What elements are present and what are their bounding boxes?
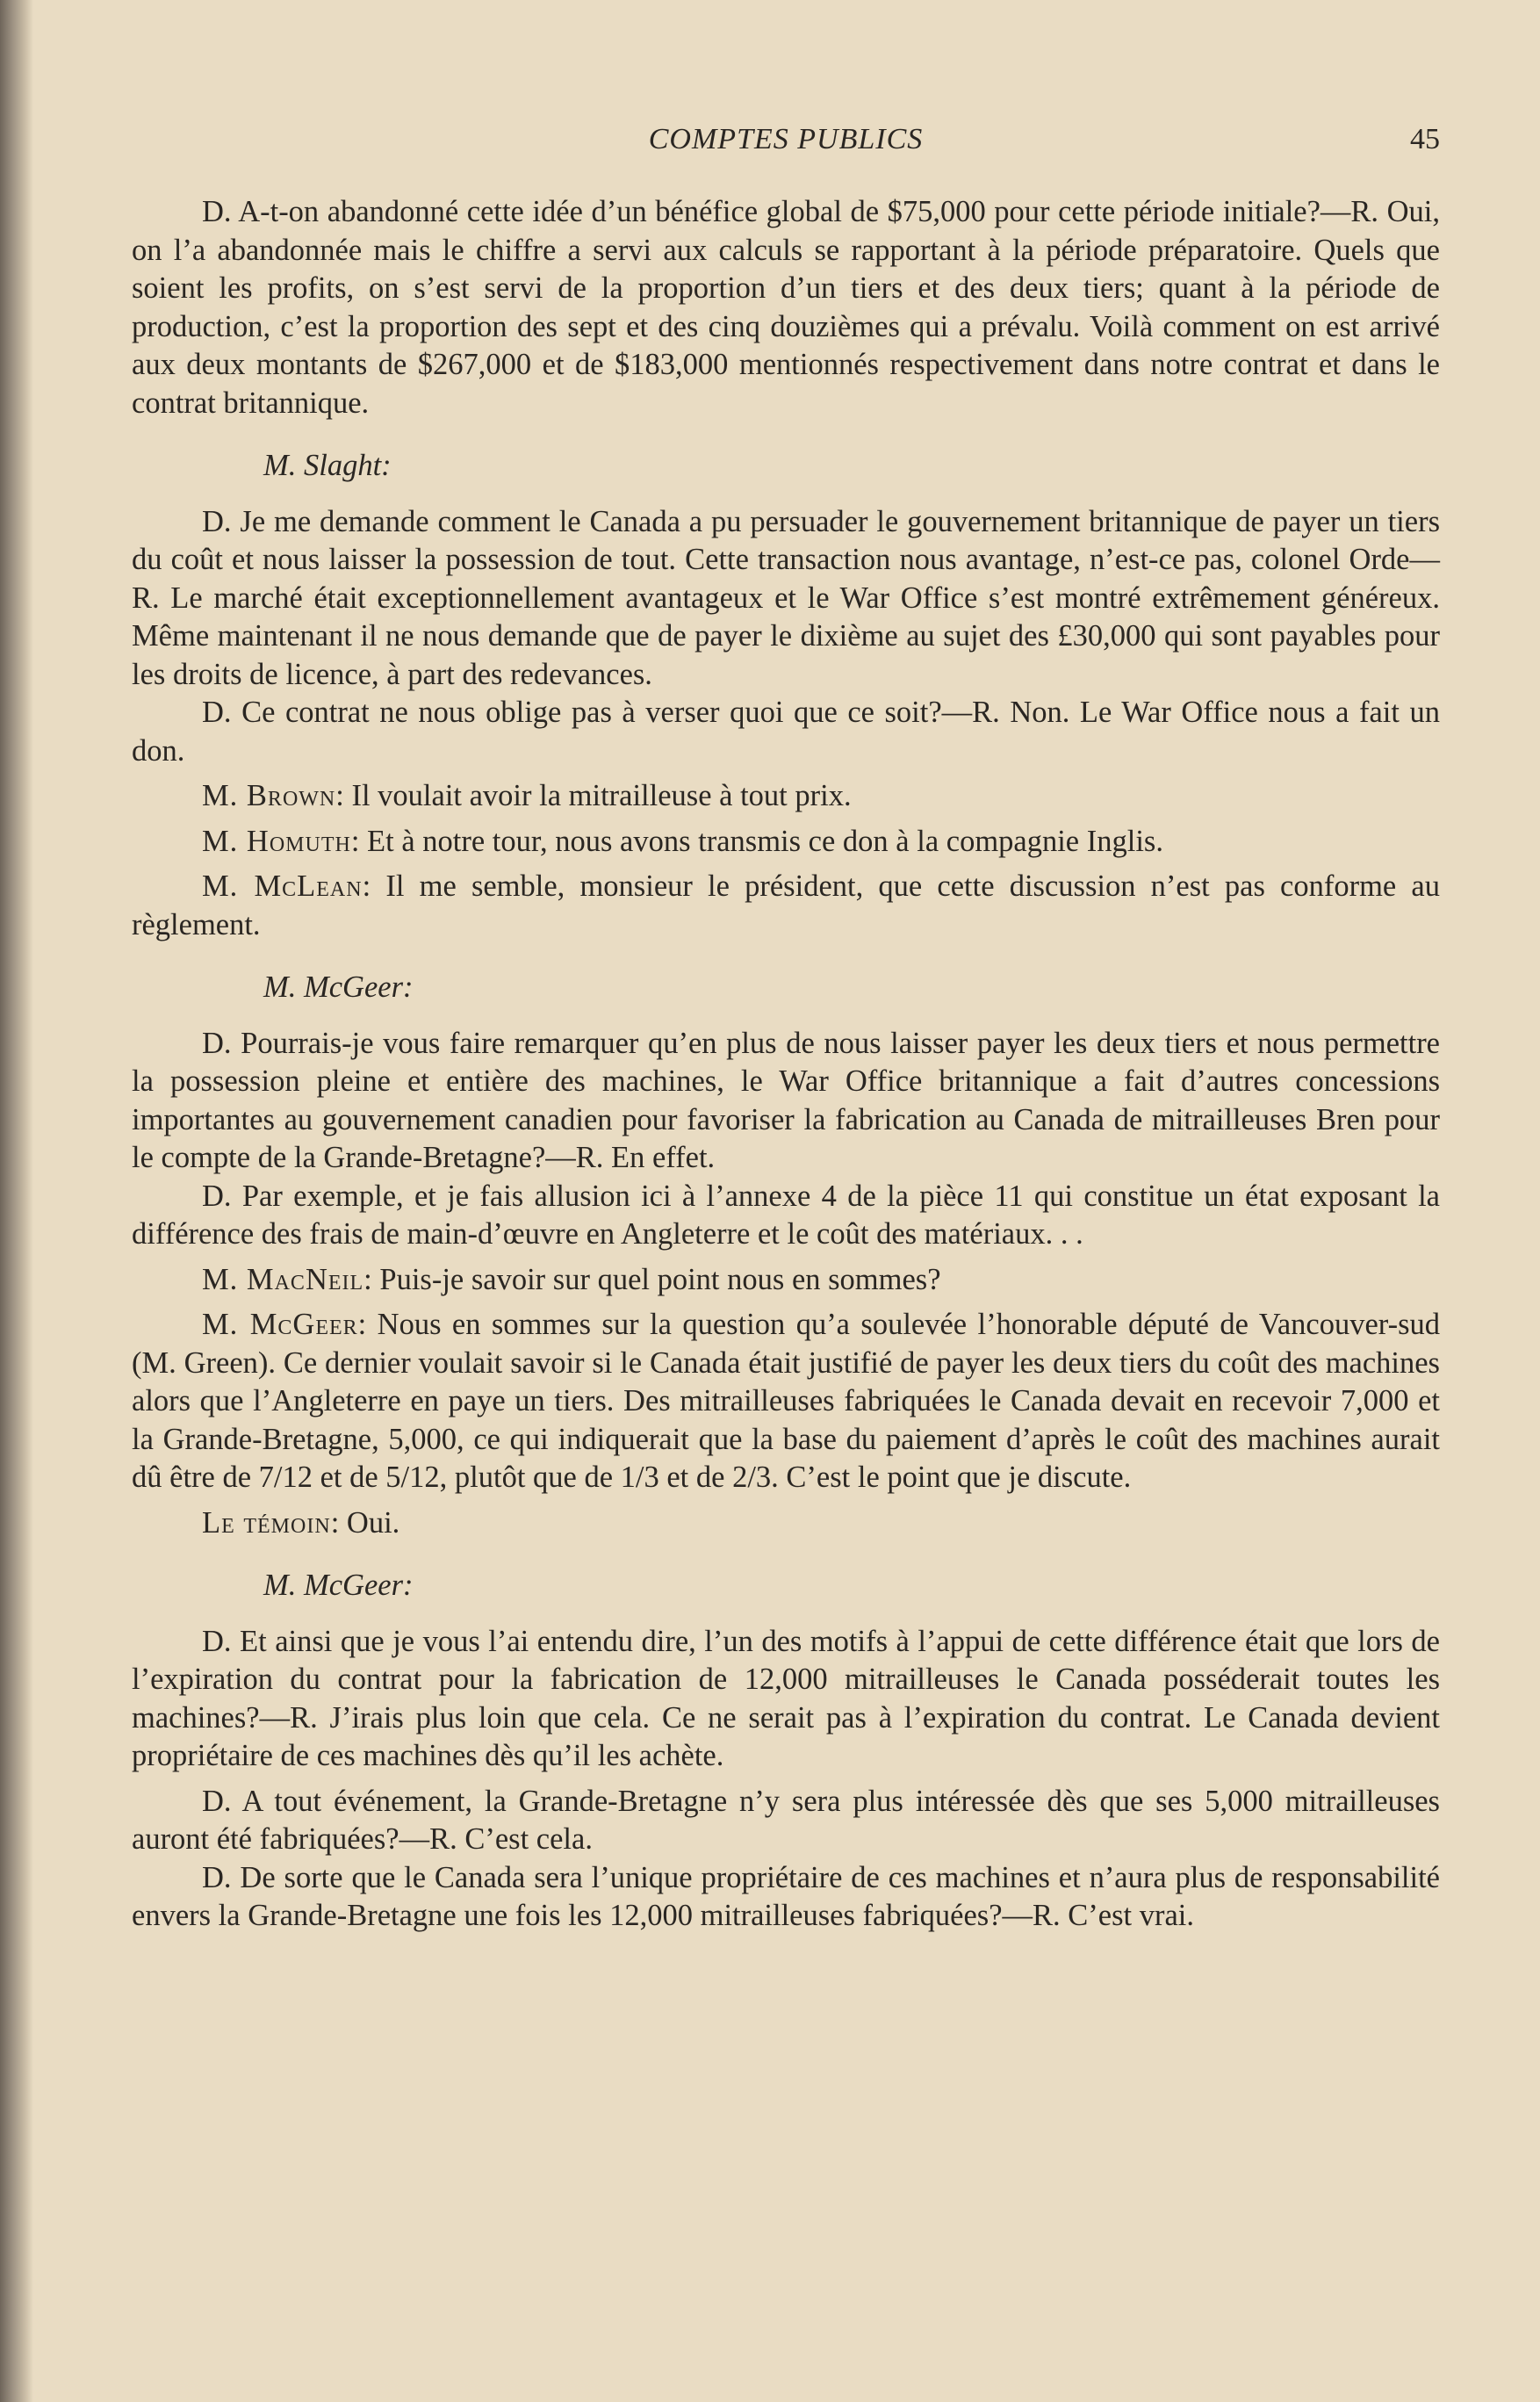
speaker-text: : Oui.	[330, 1505, 400, 1540]
speaker-text: : Il voulait avoir la mitrailleuse à tout prix.	[335, 779, 852, 812]
speaker-text: : Et à notre tour, nous avons transmis ce don à la compagnie Inglis.	[350, 824, 1163, 858]
speaker-paragraph	[132, 1306, 1440, 1497]
speaker-text: : Nous en sommes sur la question qu’a soulevée l’honorable député de Vancouver-sud (M. Green). Ce dernier voulait savoir si le Canada était justifié de payer les deux tiers du coût des machines alors que l’Angleterre en paye un tiers. Des mitrailleuses fabriquées le Canada devait en recevoir 7,000 et la Grande-Bretagne, 5,000, ce qui indiquerait que la base du paiement d’après le coût des machines aurait dû être de 7/12 et de 5/12, plutôt que de 1/3 et de 2/3. C’est le point que je discute.	[132, 1308, 1440, 1494]
speaker-name: M. McLean	[202, 869, 363, 903]
speaker-paragraph	[132, 868, 1440, 944]
speaker-paragraph	[132, 823, 1440, 862]
speaker-name: Le témoin	[202, 1505, 331, 1540]
running-header	[132, 123, 1440, 176]
speaker-name: M. MacNeil	[202, 1262, 364, 1296]
speaker-heading: M. McGeer:	[263, 970, 414, 1004]
speaker-name: M. Homuth	[202, 824, 351, 858]
speaker-name: M. McGeer	[202, 1308, 358, 1341]
header-title: COMPTES PUBLICS	[648, 123, 924, 155]
paragraph: D. Par exemple, et je fais allusion ici à l’annexe 4 de la pièce 11 qui constitue un état exposant la différence des frais de main-d’œuvre en Angleterre et le coût des matériaux. . .	[132, 1179, 1440, 1251]
page-number: 45	[1410, 123, 1440, 155]
speaker-paragraph	[132, 777, 1440, 816]
speaker-paragraph	[132, 1504, 1440, 1543]
document-body	[132, 193, 1440, 1936]
paragraph: D. Pourrais-je vous faire remarquer qu’en plus de nous laisser payer les deux tiers et nous permettre la possession pleine et entière des machines, le War Office britannique a fait d’autres concessions importantes au gouvernement canadien pour favoriser la fabrication au Canada de mitrailleuses Bren pour le compte de la Grande-Bretagne?—R. En effet.	[132, 1026, 1440, 1174]
paragraph: D. De sorte que le Canada sera l’unique propriétaire de ces machines et n’aura plus de responsabilité envers la Grande-Bretagne une fois les 12,000 mitrailleuses fabriquées?—R. C’est vrai.	[132, 1860, 1440, 1932]
speaker-name: M. Brown	[202, 779, 336, 812]
speaker-text: : Il me semble, monsieur le président, que cette discussion n’est pas conforme au règlement.	[132, 869, 1440, 941]
paragraph: D. A-t-on abandonné cette idée d’un bénéfice global de $75,000 pour cette période initiale?—R. Oui, on l’a abandonnée mais le chiffre a servi aux calculs se rapportant à la période préparatoire. Quels que soient les profits, on s’est servi de la proportion d’un tiers et des deux tiers; quant à la période de production, c’est la proportion des sept et des cinq douzièmes qui a prévalu. Voilà comment on est arrivé aux deux montants de $267,000 et de $183,000 mentionnés respectivement dans notre contrat et dans le contrat britannique.	[132, 195, 1440, 420]
speaker-text: : Puis-je savoir sur quel point nous en sommes?	[363, 1262, 941, 1296]
document-page	[132, 123, 1440, 1943]
paragraph: D. A tout événement, la Grande-Bretagne n’y sera plus intéressée dès que ses 5,000 mitrailleuses auront été fabriquées?—R. C’est cela.	[132, 1784, 1440, 1856]
page-binding-shadow	[0, 0, 33, 2402]
speaker-paragraph	[132, 1261, 1440, 1300]
paragraph: D. Et ainsi que je vous l’ai entendu dire, l’un des motifs à l’appui de cette différence était que lors de l’expiration du contrat pour la fabrication de 12,000 mitrailleuses le Canada posséderait toutes les machines?—R. J’irais plus loin que cela. Ce ne serait pas à l’expiration du contrat. Le Canada devient propriétaire de ces machines dès qu’il les achète.	[132, 1624, 1440, 1772]
speaker-heading: M. McGeer:	[263, 1569, 414, 1602]
speaker-heading: M. Slaght:	[263, 449, 392, 482]
paragraph: D. Ce contrat ne nous oblige pas à verser quoi que ce soit?—R. Non. Le War Office nous a fait un don.	[132, 696, 1440, 768]
paragraph: D. Je me demande comment le Canada a pu persuader le gouvernement britannique de payer un tiers du coût et nous laisser la possession de tout. Cette transaction nous avantage, n’est-ce pas, colonel Orde—R. Le marché était exceptionnellement avantageux et le War Office s’est montré extrêmement généreux. Même maintenant il ne nous demande que de payer le dixième au sujet des £30,000 qui sont payables pour les droits de licence, à part des redevances.	[132, 504, 1440, 691]
